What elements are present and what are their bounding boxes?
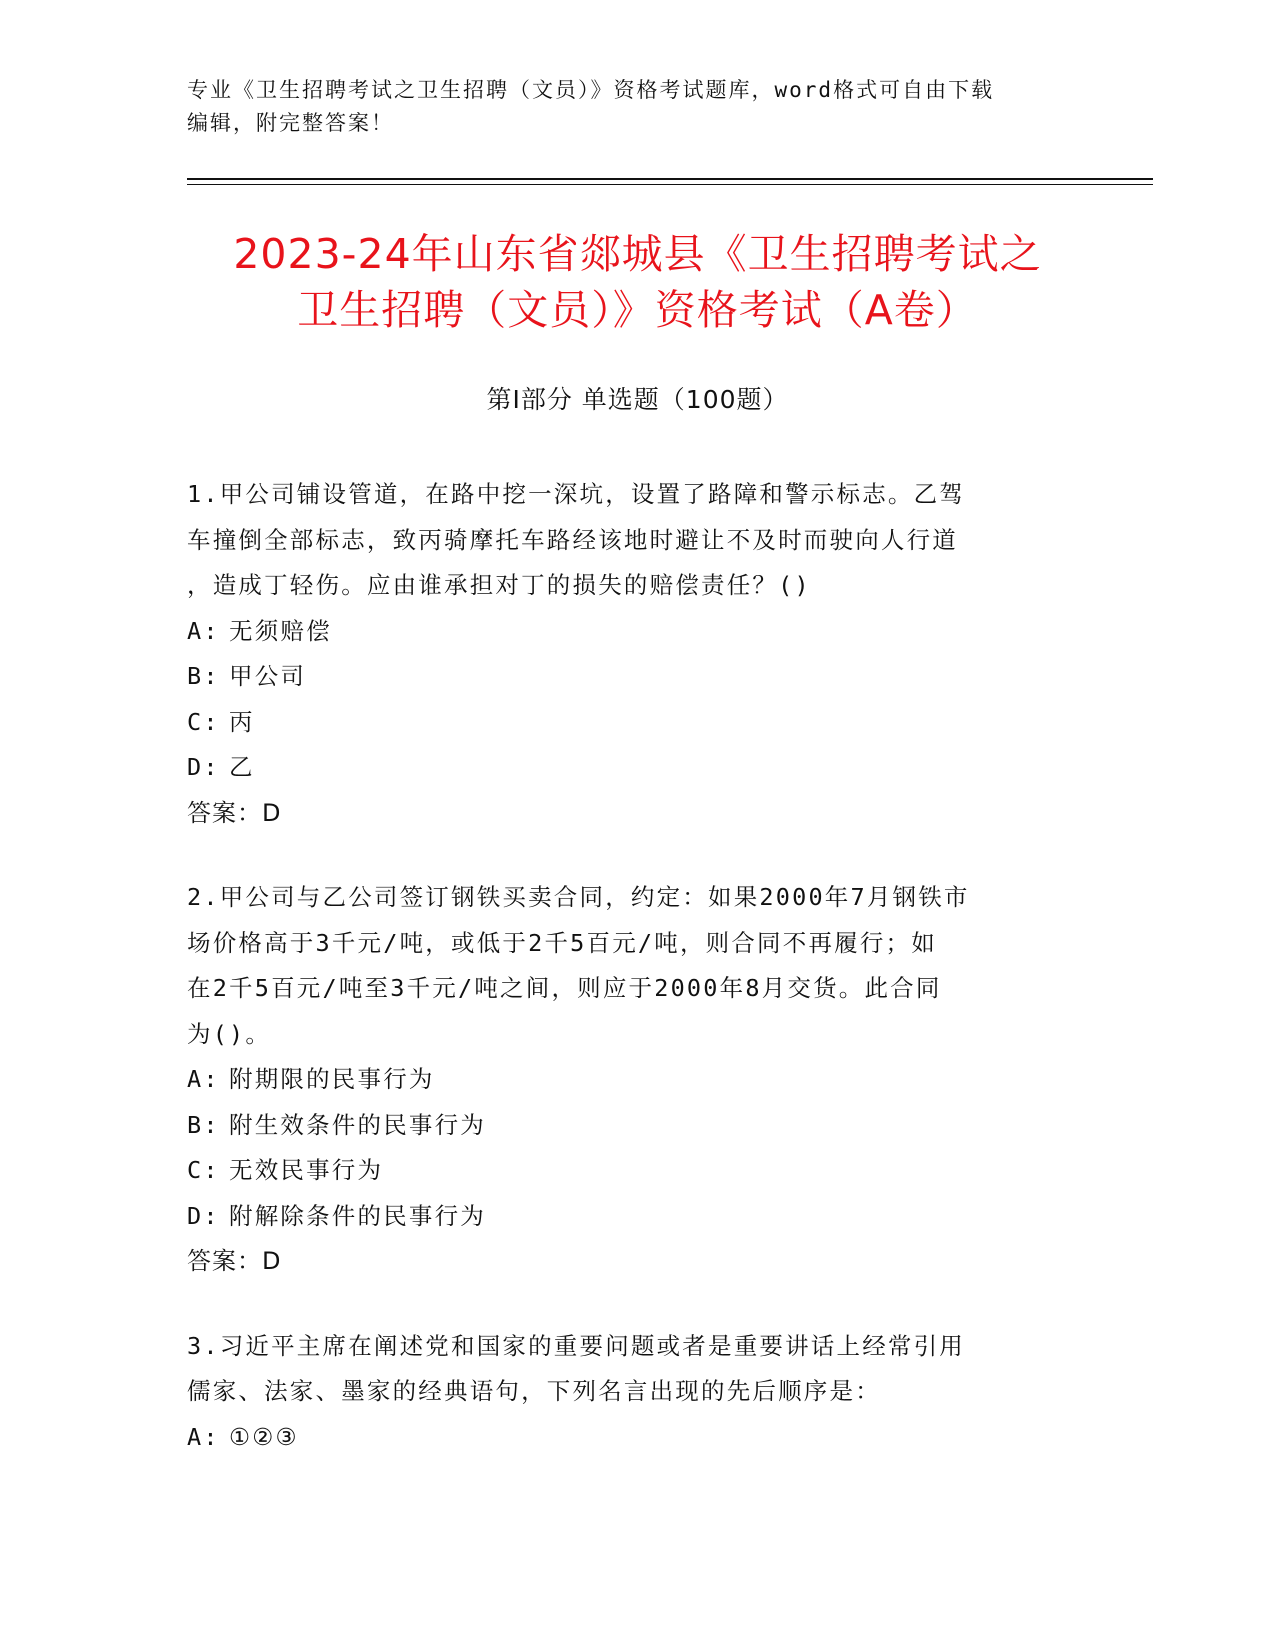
answer: 答案：D <box>187 798 282 827</box>
option-key: D: <box>187 1201 220 1230</box>
question-list <box>187 472 1087 1499</box>
option-b <box>187 654 1087 700</box>
option-text: 乙 <box>229 753 255 781</box>
question-stem-line: 场价格高于3千元/吨，或低于2千5百元/吨，则合同不再履行；如 <box>187 928 937 957</box>
option-text: 附解除条件的民事行为 <box>229 1201 486 1230</box>
question-stem-line: ，造成丁轻伤。应由谁承担对丁的损失的赔偿责任？() <box>187 571 811 599</box>
option-b <box>187 1103 1087 1149</box>
option-key: A: <box>187 1422 220 1451</box>
option-key: B: <box>187 1110 220 1139</box>
option-a <box>187 1415 1087 1461</box>
section-title: 第Ⅰ部分 单选题（100题） <box>486 385 789 414</box>
option-c <box>187 1148 1087 1194</box>
option-text: ①②③ <box>229 1422 299 1451</box>
option-text: 无效民事行为 <box>229 1156 384 1184</box>
header-note-line-1: 专业《卫生招聘考试之卫生招聘（文员）》资格考试题库，word格式可自由下载 <box>187 78 995 102</box>
question-stem-line: 车撞倒全部标志，致丙骑摩托车路经该地时避让不及时而驶向人行道 <box>187 525 958 554</box>
question-stem-line: 儒家、法家、墨家的经典语句，下列名言出现的先后顺序是： <box>187 1377 881 1405</box>
option-text: 无须赔偿 <box>229 616 332 645</box>
option-text: 丙 <box>229 707 255 736</box>
option-key: C: <box>187 1156 220 1184</box>
option-text: 附期限的民事行为 <box>229 1065 435 1093</box>
question-stem-line: 1.甲公司铺设管道，在路中挖一深坑，设置了路障和警示标志。乙驾 <box>187 480 965 508</box>
question-3 <box>187 1324 1087 1461</box>
option-c <box>187 700 1087 746</box>
option-text: 附生效条件的民事行为 <box>229 1110 486 1139</box>
option-text: 甲公司 <box>229 662 307 690</box>
option-a <box>187 609 1087 655</box>
question-1 <box>187 472 1087 836</box>
question-2 <box>187 875 1087 1285</box>
option-a <box>187 1057 1087 1103</box>
document-title <box>100 226 1175 338</box>
option-key: A: <box>187 616 220 645</box>
question-stem-line: 2.甲公司与乙公司签订钢铁买卖合同，约定：如果2000年7月钢铁市 <box>187 883 970 911</box>
answer: 答案：D <box>187 1247 282 1275</box>
option-key: B: <box>187 662 220 690</box>
option-d <box>187 745 1087 791</box>
option-key: A: <box>187 1065 220 1093</box>
option-d <box>187 1194 1087 1240</box>
header-divider-thin <box>187 184 1153 185</box>
option-key: D: <box>187 753 220 781</box>
header-note-line-2: 编辑，附完整答案！ <box>187 111 394 135</box>
question-stem-line: 为()。 <box>187 1019 272 1048</box>
header-note <box>187 74 1087 140</box>
question-stem-line: 3.习近平主席在阐述党和国家的重要问题或者是重要讲话上经常引用 <box>187 1331 965 1360</box>
header-divider-thick <box>187 178 1153 180</box>
document-title-line-1: 2023-24年山东省郯城县《卫生招聘考试之 <box>233 230 1042 278</box>
document-title-line-2: 卫生招聘（文员）》资格考试（A卷） <box>297 286 978 334</box>
question-stem-line: 在2千5百元/吨至3千元/吨之间，则应于2000年8月交货。此合同 <box>187 974 942 1002</box>
option-key: C: <box>187 707 220 736</box>
